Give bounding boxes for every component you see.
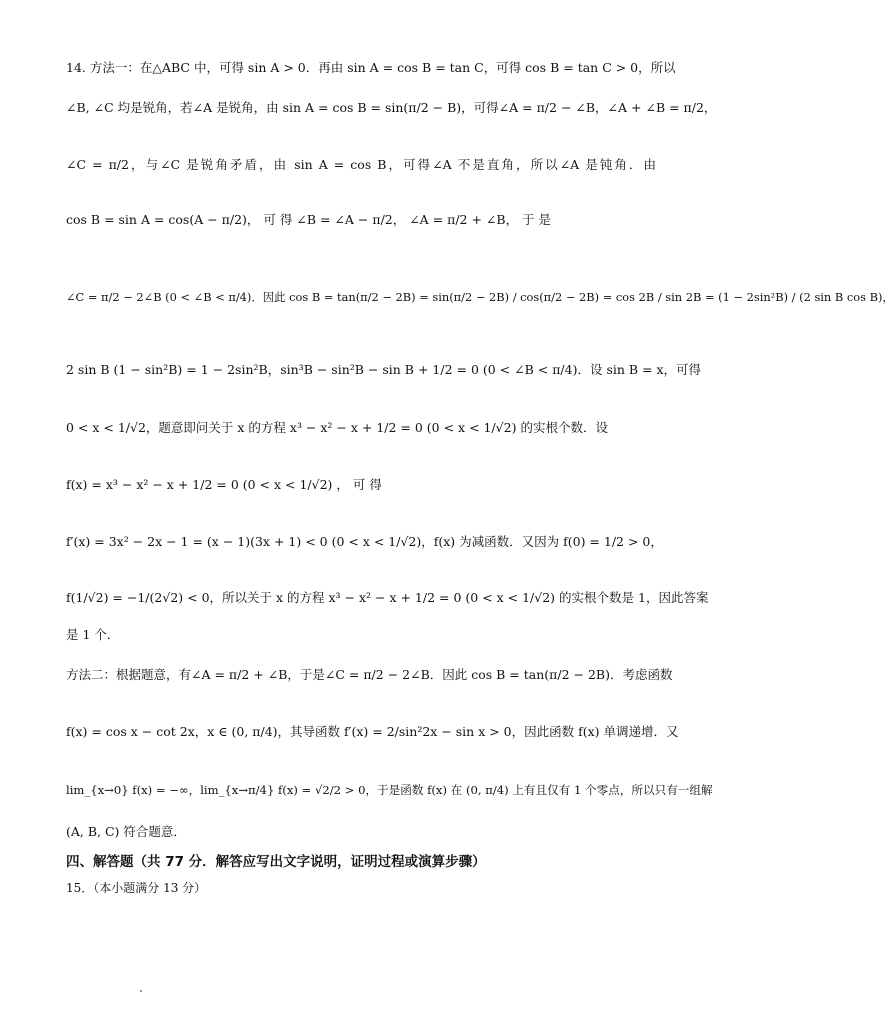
section-heading: 四、解答题（共 77 分．解答应写出文字说明，证明过程或演算步骤） xyxy=(66,854,486,870)
text-line: cos B = sin A = cos(A − π/2)， 可 得 ∠B = ∠A − π/2， ∠A = π/2 + ∠B， 于 是 xyxy=(66,212,552,227)
text-line: ∠C = π/2，与∠C 是锐角矛盾，由 sin A = cos B，可得∠A 不是直角，所以∠A 是钝角．由 xyxy=(66,157,656,172)
text-line: f(1/√2) = −1/(2√2) < 0，所以关于 x 的方程 x³ − x² − x + 1/2 = 0 (0 < x < 1/√2) 的实根个数是 1，因此答案 xyxy=(66,590,709,605)
text-line: 14. 方法一：在△ABC 中，可得 sin A > 0．再由 sin A = cos B = tan C，可得 cos B = tan C > 0，所以 xyxy=(66,60,676,75)
text-line: (A, B, C) 符合题意． xyxy=(66,824,186,839)
speck xyxy=(140,990,142,992)
text-line: f′(x) = 3x² − 2x − 1 = (x − 1)(3x + 1) < 0 (0 < x < 1/√2)，f(x) 为减函数．又因为 f(0) = 1/2 > 0， xyxy=(66,534,663,549)
text-line: 是 1 个． xyxy=(66,627,120,642)
text-line: ∠B, ∠C 均是锐角，若∠A 是锐角，由 sin A = cos B = sin(π/2 − B)，可得∠A = π/2 − ∠B，∠A + ∠B = π/2， xyxy=(66,100,717,115)
text-line: 0 < x < 1/√2，题意即问关于 x 的方程 x³ − x² − x + 1/2 = 0 (0 < x < 1/√2) 的实根个数．设 xyxy=(66,420,608,435)
problem-number: 15．（本小题满分 13 分） xyxy=(66,881,207,895)
text-line: lim_{x→0} f(x) = −∞，lim_{x→π/4} f(x) = √2/2 > 0，于是函数 f(x) 在 (0, π/4) 上有且仅有 1 个零点，所以只有一组解 xyxy=(66,783,713,797)
text-line: ∠C = π/2 − 2∠B (0 < ∠B < π/4)．因此 cos B = tan(π/2 − 2B) = sin(π/2 − 2B) / cos(π/2 − 2B) = cos 2B / sin 2B = (1 − 2sin²B) / (2 sin B cos B)， xyxy=(66,290,894,304)
text-line: f(x) = x³ − x² − x + 1/2 = 0 (0 < x < 1/√2) ， 可 得 xyxy=(66,477,382,492)
text-line: 2 sin B (1 − sin²B) = 1 − 2sin²B，sin³B − sin²B − sin B + 1/2 = 0 (0 < ∠B < π/4)．设 sin B = x，可得 xyxy=(66,362,702,377)
text-line: 方法二：根据题意，有∠A = π/2 + ∠B，于是∠C = π/2 − 2∠B．因此 cos B = tan(π/2 − 2B)．考虑函数 xyxy=(66,667,673,682)
text-line: f(x) = cos x − cot 2x，x ∈ (0, π/4)，其导函数 f′(x) = 2/sin²2x − sin x > 0，因此函数 f(x) 单调递增．又 xyxy=(66,724,679,739)
